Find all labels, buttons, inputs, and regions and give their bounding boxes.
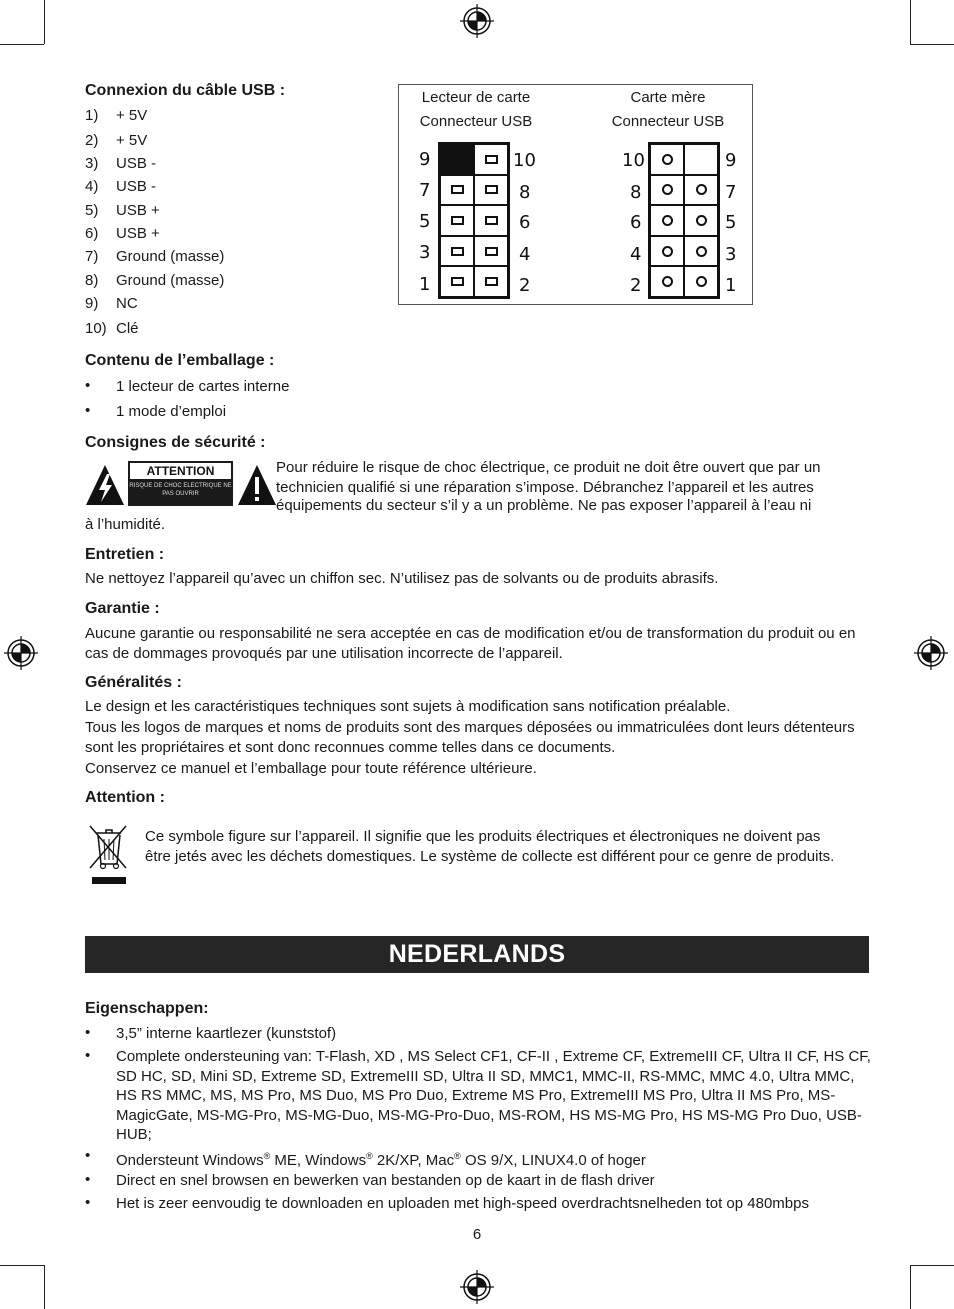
crop-mark (44, 0, 45, 44)
safety-heading: Consignes de sécurité : (85, 434, 266, 451)
warning-title: ATTENTION (130, 463, 231, 479)
safety-text-line: équipements du secteur s’il y a un problème. Ne pas exposer l’appareil à l’eau ni (276, 497, 812, 514)
exclamation-warning-icon (237, 464, 277, 506)
general-heading: Généralités : (85, 674, 182, 691)
attention-text: Ce symbole figure sur l’appareil. Il signifie que les produits électriques et électroniques ne doivent pas être jetés avec les déchets domestiques. Le système de collecte est différent pour ce genre de produits. (145, 828, 835, 865)
pin-item: 7) Ground (masse) (85, 248, 225, 265)
pin-number: 4 (630, 244, 642, 265)
pin-number: 10 (513, 150, 536, 171)
crop-mark (0, 1265, 44, 1266)
pin-number: 1 (725, 275, 737, 296)
pin-cell (440, 205, 474, 236)
general-text-3: Conservez ce manuel et l’emballage pour toute référence ultérieure. (85, 760, 537, 777)
warning-text: RISQUE DE CHOC ELECTRIQUE NE PAS OUVRIR (129, 483, 232, 497)
registration-mark-icon (460, 1270, 494, 1304)
pin-number: 5 (725, 212, 737, 233)
reader-connector-label: Connecteur USB (419, 113, 533, 130)
pin-cell (440, 236, 474, 267)
pin-cell (650, 236, 684, 267)
pin-number: 9 (419, 149, 431, 170)
list-item: • Complete ondersteuning van: T-Flash, XD , MS Select CF1, CF-II , Extreme CF, ExtremeIII CF, Ultra II CF, HS CF, SD HC, SD, Mini SD, Extreme SD, ExtremeIII SD, Ultra II SD, MMC1, MMC-II, RS-MMC, MMC 4.0, Ultra MMC, HS RS MMC, MS, MS Pro, MS Duo, MS Pro Duo, Extreme MS Pro, ExtremeIII MS Pro, Ultra II MS Pro, MS-MagicGate, MS-MG-Pro, MS-MG-Duo, MS-MG-Pro-Duo, MS-ROM, HS MS-MG Pro, HS MS-MG Pro Duo, USB-HUB; (85, 1047, 871, 1143)
pin-item: 3) USB - (85, 155, 157, 172)
pin-cell (650, 144, 684, 175)
pin-cell (650, 205, 684, 236)
registration-mark-icon (460, 4, 494, 38)
maintenance-text: Ne nettoyez l’appareil qu’avec un chiffon sec. N’utilisez pas de solvants ou de produits abrasifs. (85, 570, 719, 587)
pin-number: 9 (725, 150, 737, 171)
crop-mark (910, 1265, 954, 1266)
attention-heading: Attention : (85, 789, 165, 806)
pin-number: 2 (519, 275, 531, 296)
language-banner: NEDERLANDS (85, 936, 869, 973)
safety-text-line: Pour réduire le risque de choc électrique, ce produit ne doit être ouvert que par un (276, 459, 821, 476)
pin-number: 3 (725, 244, 737, 265)
pin-item: 4) USB - (85, 178, 157, 195)
pin-number: 8 (630, 182, 642, 203)
crop-mark (910, 1265, 911, 1309)
pin-number: 3 (419, 242, 431, 263)
list-item: • 1 mode d’emploi (85, 402, 227, 420)
motherboard-title: Carte mère (630, 89, 706, 106)
weee-bin-icon (86, 822, 130, 886)
pin-item: 9) NC (85, 295, 138, 312)
safety-text-line: à l’humidité. (85, 516, 166, 533)
motherboard-connector (648, 142, 720, 299)
pin-number: 7 (419, 180, 431, 201)
warranty-text: Aucune garantie ou responsabilité ne sera acceptée en cas de modification et/ou de transformation du produit ou en cas de dommages provoqués par une utilisation incorrecte de l’appareil. (85, 625, 856, 662)
pin-number: 1 (419, 274, 431, 295)
pin-number: 5 (419, 211, 431, 232)
safety-text-line: technicien qualifié si une réparation s’impose. Débranchez l’appareil et les autres (276, 479, 814, 496)
pin-number: 10 (622, 150, 645, 171)
reader-title: Lecteur de carte (421, 89, 531, 106)
pin-number: 6 (630, 212, 642, 233)
pin-cell (474, 144, 508, 175)
page-number: 6 (472, 1226, 482, 1243)
list-item: • Het is zeer eenvoudig te downloaden en uploaden met high-speed overdrachtsnelheden tot op 480mbps (85, 1194, 809, 1212)
pin-number: 2 (630, 275, 642, 296)
key-pin (684, 144, 718, 175)
pin-item: 6) USB + (85, 225, 160, 242)
pin-cell (684, 236, 718, 267)
lightning-warning-icon (85, 464, 125, 506)
pin-item: 5) USB + (85, 202, 160, 219)
general-text-1: Le design et les caractéristiques techniques sont sujets à modification sans notification préalable. (85, 698, 731, 715)
maintenance-heading: Entretien : (85, 546, 165, 563)
reader-connector (438, 142, 510, 299)
registration-mark-icon (4, 636, 38, 670)
pin-cell (474, 175, 508, 206)
pin-item: 2) + 5V (85, 132, 148, 149)
warranty-heading: Garantie : (85, 600, 160, 617)
pin-number: 7 (725, 182, 737, 203)
pin-number: 6 (519, 212, 531, 233)
crop-mark (910, 44, 954, 45)
pin-item: 1) + 5V (85, 107, 148, 124)
features-heading: Eigenschappen: (85, 1000, 209, 1017)
pin-cell (650, 266, 684, 297)
pin-diagram (398, 84, 753, 305)
pin-cell (474, 205, 508, 236)
crop-mark (910, 0, 911, 44)
usb-heading: Connexion du câble USB : (85, 82, 286, 99)
pin-cell (684, 266, 718, 297)
shock-warning-label (128, 461, 233, 506)
key-pin (440, 144, 474, 175)
list-item: • Ondersteunt Windows® ME, Windows® 2K/XP, Mac® OS 9/X, LINUX4.0 of hoger (85, 1147, 646, 1169)
registration-mark-icon (914, 636, 948, 670)
pin-item: 8) Ground (masse) (85, 272, 225, 289)
contents-heading: Contenu de l’emballage : (85, 352, 275, 369)
motherboard-connector-label: Connecteur USB (611, 113, 725, 130)
pin-cell (650, 175, 684, 206)
pin-number: 4 (519, 244, 531, 265)
list-item: • 1 lecteur de cartes interne (85, 377, 290, 395)
list-item: • Direct en snel browsen en bewerken van bestanden op de kaart in de flash driver (85, 1171, 655, 1189)
pin-cell (684, 175, 718, 206)
crop-mark (0, 44, 44, 45)
pin-cell (474, 236, 508, 267)
pin-item: 10) Clé (85, 320, 139, 337)
pin-cell (440, 266, 474, 297)
list-item: • 3,5” interne kaartlezer (kunststof) (85, 1024, 337, 1042)
pin-number: 8 (519, 182, 531, 203)
crop-mark (44, 1265, 45, 1309)
pin-cell (440, 175, 474, 206)
pin-cell (474, 266, 508, 297)
pin-cell (684, 205, 718, 236)
general-text-2: Tous les logos de marques et noms de produits sont des marques déposées ou immatriculées dont leurs détenteurs sont les propriétaires et sont donc reconnues comme telles dans ce documents. (85, 719, 855, 756)
